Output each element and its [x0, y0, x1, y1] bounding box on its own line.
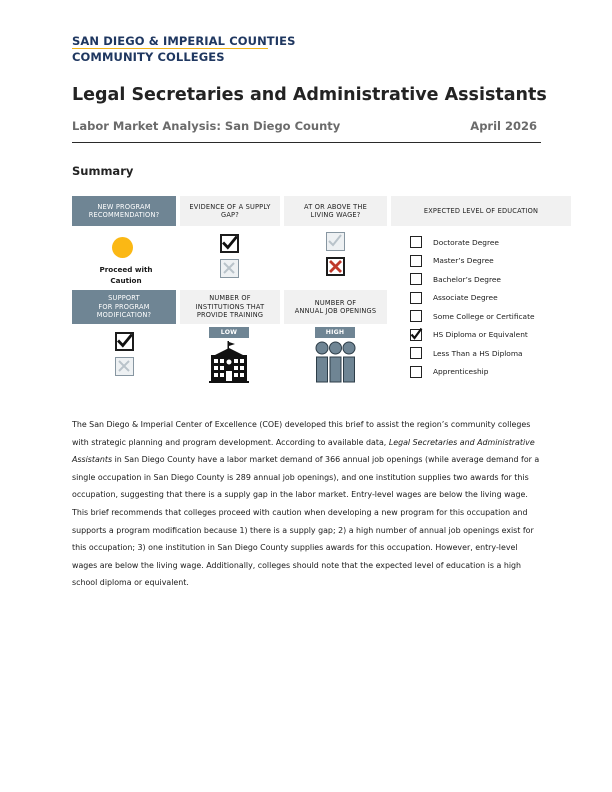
- education-checkbox: [410, 236, 422, 248]
- education-header: EXPECTED LEVEL OF EDUCATION: [391, 196, 571, 226]
- education-checkbox: [410, 310, 422, 322]
- education-checkbox: [410, 292, 422, 304]
- education-checkbox: [410, 347, 422, 359]
- faded-checkmark-icon: [327, 233, 343, 249]
- summary-heading: Summary: [72, 164, 134, 178]
- red-x-icon: [328, 259, 343, 274]
- education-level-label: Less Than a HS Diploma: [433, 348, 523, 358]
- new-program-header: NEW PROGRAM RECOMMENDATION?: [72, 196, 176, 226]
- school-building-icon: [209, 341, 249, 387]
- support-yes-checkbox: [115, 332, 134, 351]
- recommendation-label: Proceed with Caution: [99, 265, 153, 285]
- supply-gap-header: EVIDENCE OF A SUPPLY GAP?: [180, 196, 280, 226]
- education-level-label: Master’s Degree: [433, 256, 494, 265]
- paragraph-part-2: in San Diego County have a labor market demand of 366 annual job openings (while average demand for a single occupation in San Diego County is 289 annual job openings), and one institution supplies two awards for this occupation, suggesting that there is a supply gap in the labor market. Entry-level wages are below the living wage. This brief recommends that colleges proceed with caution when developing a new program for this occupation and supports a program modification because 1) there is a supply gap; 2) a high number of annual job openings exist for this occupation; 3) one institution in San Diego County supplies awards for this occupation. However, entry-level wages are below the living wage. Additionally, colleges should note that the expected level of education is a high school diploma or equivalent.: [72, 455, 540, 588]
- job-openings-header: NUMBER OF ANNUAL JOB OPENINGS: [284, 290, 387, 324]
- living-wage-no-checkbox: [326, 257, 345, 276]
- paragraph-part-1: The San Diego & Imperial Center of Excellence (COE) developed this brief to assist the region’s community colleges with strategic planning and program development. According to available data,: [72, 420, 531, 447]
- education-checkbox: [410, 329, 422, 341]
- header-divider: [72, 142, 541, 143]
- education-level-label: Some College or Certificate: [433, 311, 535, 321]
- summary-paragraph: [72, 416, 542, 592]
- report-subtitle: Labor Market Analysis: San Diego County: [72, 119, 341, 133]
- education-level-label: Bachelor’s Degree: [433, 274, 501, 284]
- education-level-label: Apprenticeship: [433, 367, 489, 376]
- recommendation-indicator: [112, 237, 133, 258]
- brand-gold-rule: [72, 48, 268, 50]
- supply-gap-yes-checkbox: [220, 234, 239, 253]
- faded-x-icon: [116, 358, 132, 374]
- org-name-line2: COMMUNITY COLLEGES: [72, 50, 225, 64]
- org-name-line1: SAN DIEGO & IMPERIAL COUNTIES: [72, 34, 296, 48]
- institutions-level-badge: LOW: [209, 327, 249, 338]
- supply-gap-no-checkbox: [220, 259, 239, 278]
- education-level-label: Doctorate Degree: [433, 237, 499, 247]
- institutions-header: NUMBER OF INSTITUTIONS THAT PROVIDE TRAINING: [180, 290, 280, 324]
- living-wage-header: AT OR ABOVE THE LIVING WAGE?: [284, 196, 387, 226]
- checkmark-icon: [410, 328, 422, 340]
- education-checkbox: [410, 366, 422, 378]
- occupation-name-italic: Legal Secretaries and Administrative Assistants: [72, 437, 535, 465]
- checkmark-icon: [222, 236, 237, 251]
- education-checkbox: [410, 273, 422, 285]
- faded-x-icon: [221, 260, 237, 276]
- education-level-label: Associate Degree: [433, 293, 498, 302]
- education-checkbox: [410, 255, 422, 267]
- report-date: April 2026: [470, 119, 537, 133]
- checkmark-icon: [117, 334, 132, 349]
- people-group-icon: [315, 341, 356, 387]
- support-no-checkbox: [115, 357, 134, 376]
- openings-level-badge: HIGH: [315, 327, 355, 338]
- support-modification-header: SUPPORT FOR PROGRAM MODIFICATION?: [72, 290, 176, 324]
- page-title: Legal Secretaries and Administrative Assistants: [72, 85, 547, 105]
- education-level-label: HS Diploma or Equivalent: [433, 330, 528, 339]
- living-wage-yes-checkbox: [326, 232, 345, 251]
